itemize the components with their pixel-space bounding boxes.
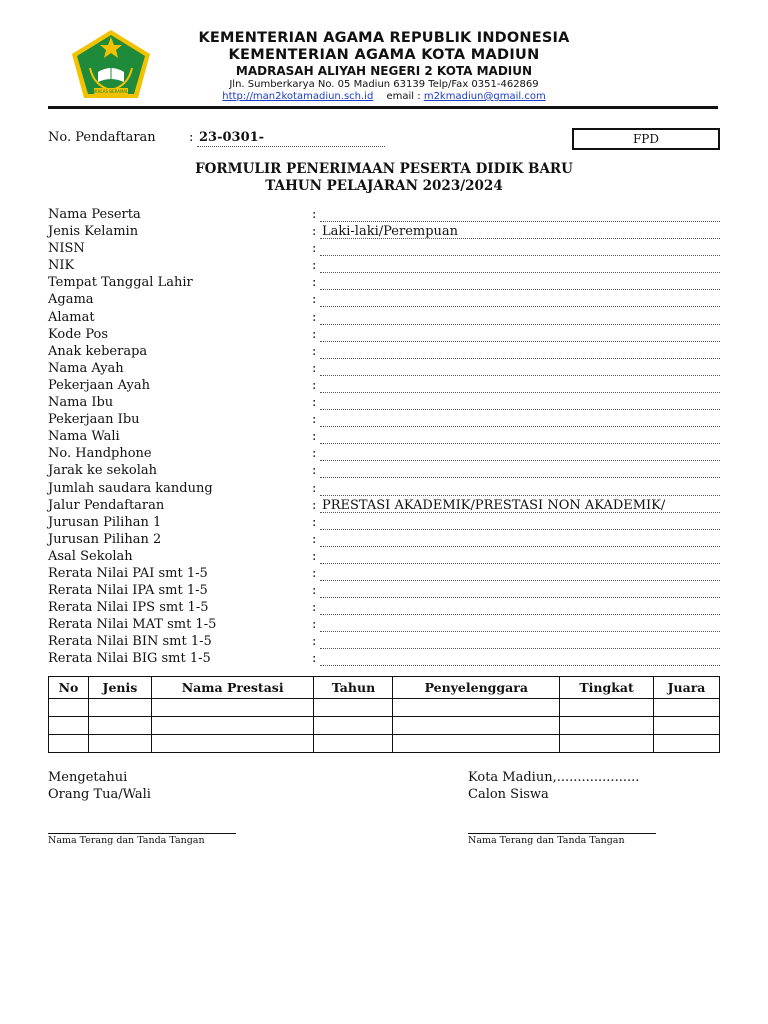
- table-cell[interactable]: [49, 699, 89, 717]
- field-label: Rerata Nilai PAI smt 1-5: [48, 565, 208, 581]
- field-dotted-line: [320, 358, 720, 359]
- field-label: Pekerjaan Ayah: [48, 377, 151, 393]
- table-row: [49, 717, 720, 735]
- table-cell[interactable]: [314, 699, 393, 717]
- field-colon: :: [312, 600, 317, 616]
- field-label: Nama Peserta: [48, 207, 141, 222]
- field-dotted-line: [320, 665, 720, 666]
- field-value[interactable]: Laki-laki/Perempuan: [322, 224, 459, 240]
- field-dotted-line: [320, 580, 720, 581]
- table-cell[interactable]: [88, 717, 151, 735]
- field-label: Tempat Tanggal Lahir: [48, 275, 193, 291]
- field-colon: :: [312, 275, 317, 291]
- form-field-row: [48, 291, 720, 308]
- field-label: Anak keberapa: [48, 343, 148, 359]
- field-dotted-line: [320, 563, 720, 564]
- field-dotted-line: [320, 460, 720, 461]
- field-label: Nama Ayah: [48, 360, 124, 376]
- field-colon: :: [312, 480, 317, 496]
- form-field-row: [48, 497, 720, 514]
- table-cell[interactable]: [560, 717, 654, 735]
- table-cell[interactable]: [654, 717, 720, 735]
- col-year: Tahun: [314, 677, 393, 699]
- form-field-row: [48, 650, 720, 667]
- field-dotted-line: [320, 477, 720, 478]
- form-field-row: [48, 377, 720, 394]
- ministry-name: KEMENTERIAN AGAMA REPUBLIK INDONESIA: [198, 30, 570, 46]
- field-colon: :: [312, 377, 317, 393]
- field-label: Nama Wali: [48, 429, 120, 445]
- table-cell[interactable]: [654, 699, 720, 717]
- signature-right-line2: Calon Siswa: [468, 787, 549, 802]
- field-colon: :: [312, 531, 317, 547]
- field-label: Rerata Nilai IPA smt 1-5: [48, 583, 208, 599]
- field-colon: :: [312, 343, 317, 359]
- field-value[interactable]: PRESTASI AKADEMIK/PRESTASI NON AKADEMIK/: [322, 497, 666, 513]
- table-cell[interactable]: [654, 735, 720, 753]
- field-label: Rerata Nilai IPS smt 1-5: [48, 600, 209, 616]
- field-label: Rerata Nilai BIG smt 1-5: [48, 651, 211, 667]
- field-colon: :: [312, 583, 317, 599]
- field-dotted-line: [320, 272, 720, 273]
- signature-right-line[interactable]: [468, 833, 656, 834]
- field-colon: :: [312, 617, 317, 633]
- field-dotted-line: [320, 221, 720, 222]
- form-field-row: [48, 360, 720, 377]
- field-label: No. Handphone: [48, 446, 152, 462]
- col-achievement-name: Nama Prestasi: [151, 677, 314, 699]
- field-dotted-line: [320, 614, 720, 615]
- signature-left: [48, 769, 151, 803]
- field-colon: :: [312, 395, 317, 411]
- table-cell[interactable]: [393, 699, 560, 717]
- field-dotted-line: [320, 324, 720, 325]
- form-field-row: [48, 240, 720, 257]
- table-row: [49, 735, 720, 753]
- form-field-row: [48, 548, 720, 565]
- field-colon: :: [312, 360, 317, 376]
- field-colon: :: [312, 326, 317, 342]
- header-divider: [48, 106, 718, 109]
- form-field-row: [48, 582, 720, 599]
- field-colon: :: [312, 651, 317, 667]
- form-fields: [48, 206, 720, 668]
- registration-dotted-line: [197, 146, 385, 147]
- table-cell[interactable]: [151, 735, 314, 753]
- achievement-header-row: [49, 677, 720, 699]
- school-address: Jln. Sumberkarya No. 05 Madiun 63139 Telp/Fax 0351-462869: [229, 79, 539, 90]
- form-field-row: [48, 257, 720, 274]
- field-dotted-line: [320, 409, 720, 410]
- field-dotted-line: [320, 529, 720, 530]
- field-label: Rerata Nilai MAT smt 1-5: [48, 617, 217, 633]
- field-dotted-line: [320, 546, 720, 547]
- field-label: Jenis Kelamin: [48, 224, 139, 240]
- form-field-row: [48, 531, 720, 548]
- table-cell[interactable]: [151, 699, 314, 717]
- field-dotted-line: [320, 426, 720, 427]
- signature-left-line2: Orang Tua/Wali: [48, 787, 151, 802]
- form-field-row: [48, 480, 720, 497]
- achievement-table: [48, 676, 720, 753]
- field-dotted-line: [320, 255, 720, 256]
- field-colon: :: [312, 548, 317, 564]
- table-cell[interactable]: [88, 699, 151, 717]
- logo-text: IKHLAS BERAMAL: [93, 89, 129, 94]
- field-dotted-line: [320, 392, 720, 393]
- field-label: Jurusan Pilihan 1: [48, 514, 162, 530]
- form-field-row: [48, 343, 720, 360]
- field-colon: :: [312, 412, 317, 428]
- contact-line: [168, 91, 600, 103]
- field-colon: :: [312, 514, 317, 530]
- field-dotted-line: [320, 597, 720, 598]
- field-dotted-line: [320, 495, 720, 496]
- col-rank: Juara: [654, 677, 720, 699]
- field-label: NISN: [48, 241, 85, 257]
- field-label: Pekerjaan Ibu: [48, 412, 140, 428]
- table-row: [49, 699, 720, 717]
- field-label: Jurusan Pilihan 2: [48, 531, 162, 547]
- form-field-row: [48, 462, 720, 479]
- field-colon: :: [312, 224, 317, 240]
- registration-colon: :: [189, 130, 194, 145]
- table-cell[interactable]: [49, 717, 89, 735]
- form-field-row: [48, 394, 720, 411]
- field-dotted-line: [320, 631, 720, 632]
- table-cell[interactable]: [560, 699, 654, 717]
- table-cell[interactable]: [49, 735, 89, 753]
- school-name: MADRASAH ALIYAH NEGERI 2 KOTA MADIUN: [235, 64, 533, 78]
- col-level: Tingkat: [560, 677, 654, 699]
- form-code-box: FPD: [572, 128, 720, 150]
- col-type: Jenis: [88, 677, 151, 699]
- signature-left-caption: Nama Terang dan Tanda Tangan: [48, 835, 205, 846]
- field-colon: :: [312, 241, 317, 257]
- form-field-row: [48, 633, 720, 650]
- field-dotted-line: [320, 375, 720, 376]
- form-field-row: [48, 326, 720, 343]
- field-dotted-line: [320, 306, 720, 307]
- table-cell[interactable]: [151, 717, 314, 735]
- field-label: Asal Sekolah: [48, 548, 133, 564]
- signature-right-caption: Nama Terang dan Tanda Tangan: [468, 835, 625, 846]
- field-colon: :: [312, 446, 317, 462]
- field-label: Alamat: [48, 309, 95, 325]
- table-cell[interactable]: [314, 717, 393, 735]
- field-colon: :: [312, 258, 317, 274]
- field-label: Kode Pos: [48, 326, 109, 342]
- office-name: KEMENTERIAN AGAMA KOTA MADIUN: [228, 47, 540, 63]
- letterhead: [168, 30, 600, 103]
- field-label: Agama: [48, 292, 94, 308]
- table-cell[interactable]: [88, 735, 151, 753]
- website-link[interactable]: http://man2kotamadiun.sch.id: [222, 91, 374, 102]
- kemenag-logo: [68, 28, 154, 102]
- field-dotted-line: [320, 648, 720, 649]
- form-field-row: [48, 309, 720, 326]
- field-label: Jumlah saudara kandung: [48, 480, 213, 496]
- form-field-row: [48, 274, 720, 291]
- form-field-row: [48, 206, 720, 223]
- form-field-row: [48, 599, 720, 616]
- col-no: No: [49, 677, 89, 699]
- field-colon: :: [312, 429, 317, 445]
- field-colon: :: [312, 292, 317, 308]
- email-label: email :: [386, 91, 421, 102]
- form-field-row: [48, 565, 720, 582]
- field-colon: :: [312, 207, 317, 222]
- form-field-row: [48, 411, 720, 428]
- field-colon: :: [312, 497, 317, 513]
- email-link[interactable]: m2kmadiun@gmail.com: [423, 91, 546, 102]
- registration-number[interactable]: 23-0301-: [199, 130, 265, 145]
- form-title: FORMULIR PENERIMAAN PESERTA DIDIK BARU: [195, 161, 573, 177]
- field-dotted-line: [320, 341, 720, 342]
- signature-right-line1: Kota Madiun,....................: [468, 770, 640, 785]
- table-cell[interactable]: [393, 717, 560, 735]
- form-field-row: [48, 616, 720, 633]
- table-cell[interactable]: [314, 735, 393, 753]
- field-label: Jalur Pendaftaran: [48, 497, 165, 513]
- field-colon: :: [312, 309, 317, 325]
- form-field-row: [48, 223, 720, 240]
- registration-label: No. Pendaftaran: [48, 130, 156, 145]
- table-cell[interactable]: [560, 735, 654, 753]
- field-label: Jarak ke sekolah: [48, 463, 157, 479]
- signature-left-line1: Mengetahui: [48, 770, 128, 785]
- field-label: NIK: [48, 258, 75, 274]
- form-field-row: [48, 514, 720, 531]
- form-field-row: [48, 445, 720, 462]
- col-organizer: Penyelenggara: [393, 677, 560, 699]
- field-dotted-line: [320, 443, 720, 444]
- signature-right: [468, 769, 639, 803]
- field-label: Nama Ibu: [48, 395, 114, 411]
- table-cell[interactable]: [393, 735, 560, 753]
- field-colon: :: [312, 634, 317, 650]
- form-field-row: [48, 428, 720, 445]
- field-colon: :: [312, 463, 317, 479]
- field-label: Rerata Nilai BIN smt 1-5: [48, 634, 212, 650]
- form-year: TAHUN PELAJARAN 2023/2024: [265, 178, 503, 194]
- field-dotted-line: [320, 289, 720, 290]
- field-colon: :: [312, 565, 317, 581]
- signature-left-line[interactable]: [48, 833, 236, 834]
